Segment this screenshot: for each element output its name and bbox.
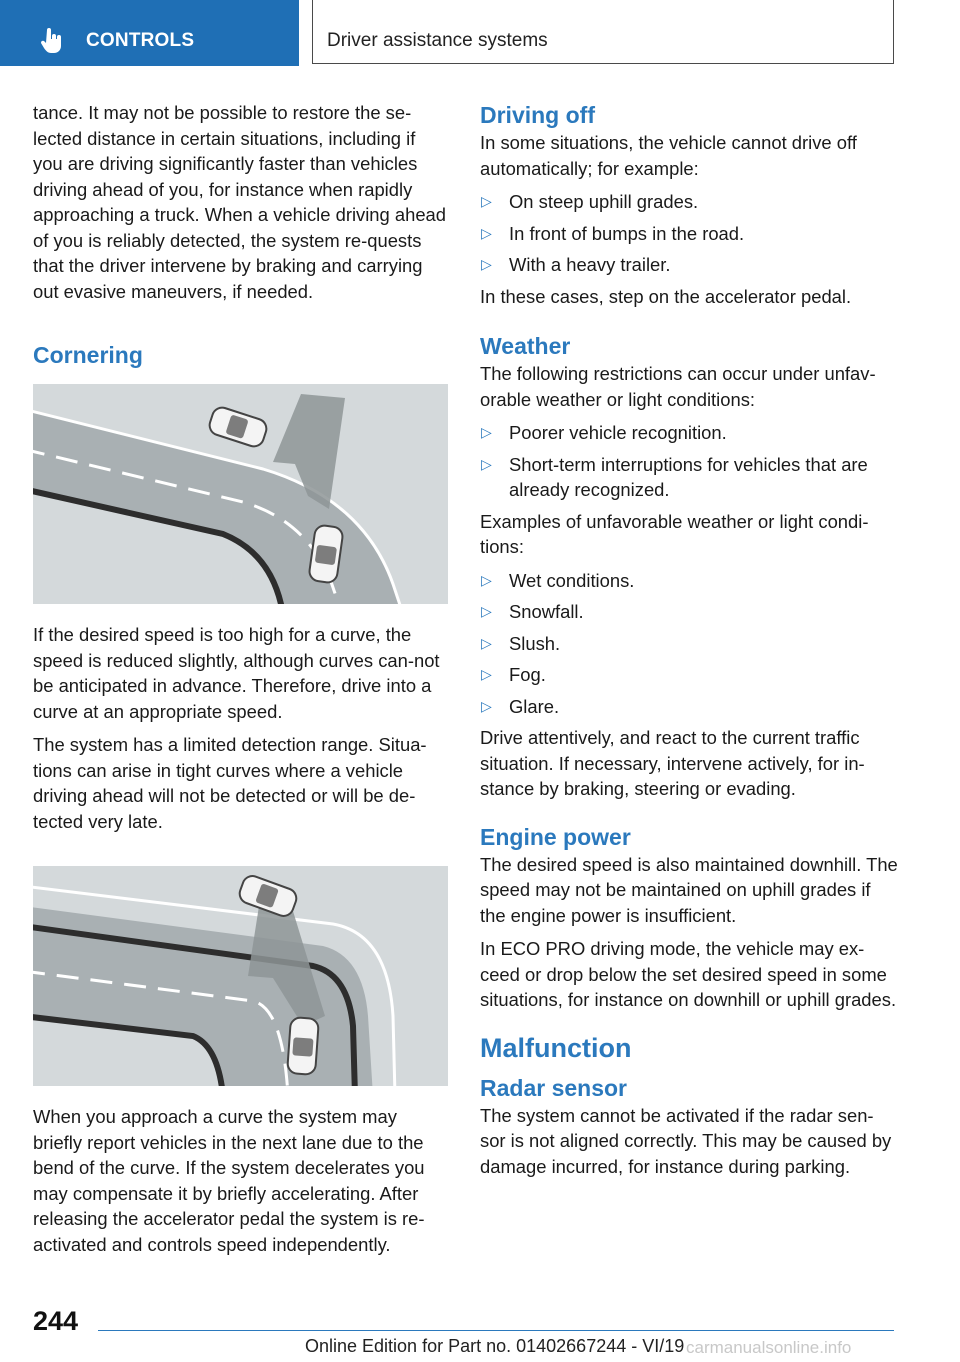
- radar-sensor-heading: Radar sensor: [480, 1074, 628, 1101]
- list-item: ▷ With a heavy trailer.: [480, 252, 898, 278]
- triangle-right-icon: ▷: [481, 634, 492, 651]
- list-item: ▷ In front of bumps in the road.: [480, 221, 898, 247]
- right-column: [480, 100, 898, 1187]
- section-label: CONTROLS: [86, 30, 195, 51]
- cornering-paragraph-2: The system has a limited detection range. Situa-tions can arise in tight curves where a vehicle driving ahead will not be detected or will be de-tected very late.: [33, 734, 427, 832]
- chapter-tab[interactable]: [312, 0, 894, 64]
- triangle-right-icon: ▷: [481, 571, 492, 588]
- malfunction-heading: Malfunction: [480, 1032, 632, 1063]
- weather-outro: Drive attentively, and react to the current traffic situation. If necessary, intervene actively, for in-stance by braking, steering or evading.: [480, 727, 865, 799]
- list-item: ▷ Snowfall.: [480, 599, 898, 625]
- triangle-right-icon: ▷: [481, 666, 492, 682]
- triangle-right-icon: ▷: [481, 193, 492, 209]
- triangle-right-icon: ▷: [481, 224, 492, 241]
- cornering-paragraph-3: When you approach a curve the system may briefly report vehicles in the next lane due to the bend of the curve. If the system decelerates you may compensate it by briefly accelerating. After releasing the accelerator pedal the system is re-activated and controls speed independently.: [33, 1106, 425, 1255]
- weather-list: [480, 420, 898, 503]
- triangle-right-icon: ▷: [481, 455, 492, 472]
- list-item: ▷ Fog.: [480, 662, 898, 688]
- list-item: ▷ Slush.: [480, 631, 898, 657]
- page-number: 244: [33, 1306, 79, 1336]
- list-item: ▷ Glare.: [480, 694, 898, 720]
- cornering-illustration-2: [33, 866, 448, 1086]
- footer-divider: [98, 1330, 894, 1331]
- engine-power-paragraph-1: The desired speed is also maintained downhill. The speed may not be maintained on uphill grades if the engine power is insufficient.: [480, 853, 898, 926]
- left-column: [33, 100, 448, 1265]
- page-header: [0, 0, 960, 66]
- chapter-label: Driver assistance systems: [327, 30, 548, 51]
- intro-paragraph: tance. It may not be possible to restore the se-lected distance in certain situations, including if you are driving significantly faster than vehicles driving ahead of you, for instance when rapidly approaching a truck. When a vehicle driving ahead of you is reliably detected, the system re-quests that the driver intervene by braking and carrying out evasive maneuvers, if needed.: [33, 102, 447, 302]
- driving-off-heading: Driving off: [480, 102, 595, 128]
- list-item: ▷ Wet conditions.: [480, 568, 898, 594]
- list-item: ▷ Poorer vehicle recognition.: [480, 420, 898, 446]
- weather-heading: Weather: [480, 333, 571, 359]
- weather-examples: Examples of unfavorable weather or light condi-tions:: [480, 510, 869, 557]
- driving-off-intro: In some situations, the vehicle cannot drive off automatically; for example:: [480, 132, 857, 179]
- watermark: carmanualsonline.info: [686, 1338, 852, 1357]
- triangle-right-icon: ▷: [481, 603, 492, 619]
- triangle-right-icon: ▷: [481, 424, 492, 440]
- radar-sensor-paragraph: The system cannot be activated if the radar sen-sor is not aligned correctly. This may be caused by damage incurred, for instance during parking.: [480, 1104, 892, 1177]
- list-item: ▷ On steep uphill grades.: [480, 189, 898, 215]
- driving-off-list: [480, 189, 898, 278]
- weather-examples-list: [480, 568, 898, 720]
- engine-power-paragraph-2: In ECO PRO driving mode, the vehicle may ex-ceed or drop below the set desired speed in some situations, for instance on downhill or uphill grades.: [480, 938, 897, 1010]
- triangle-right-icon: ▷: [481, 697, 492, 714]
- driving-off-outro: In these cases, step on the accelerator pedal.: [480, 285, 852, 307]
- cornering-heading: Cornering: [33, 342, 143, 368]
- page-footer: [0, 1298, 960, 1362]
- section-tab-controls[interactable]: [0, 0, 299, 66]
- engine-power-heading: Engine power: [480, 823, 631, 850]
- cornering-paragraph-1: If the desired speed is too high for a curve, the speed is reduced slightly, although curves can-not be anticipated in advance. Therefore, drive into a curve at an appropriate speed.: [33, 624, 440, 722]
- list-item: ▷ Short-term interruptions for vehicles that are already recognized.: [481, 453, 868, 500]
- edition-info: Online Edition for Part no. 01402667244 - VI/19: [305, 1336, 685, 1356]
- triangle-right-icon: ▷: [481, 256, 492, 272]
- hand-pointer-icon: [38, 26, 66, 54]
- weather-intro: The following restrictions can occur under unfav-orable weather or light conditions:: [480, 363, 876, 410]
- cornering-illustration-1: [33, 384, 448, 604]
